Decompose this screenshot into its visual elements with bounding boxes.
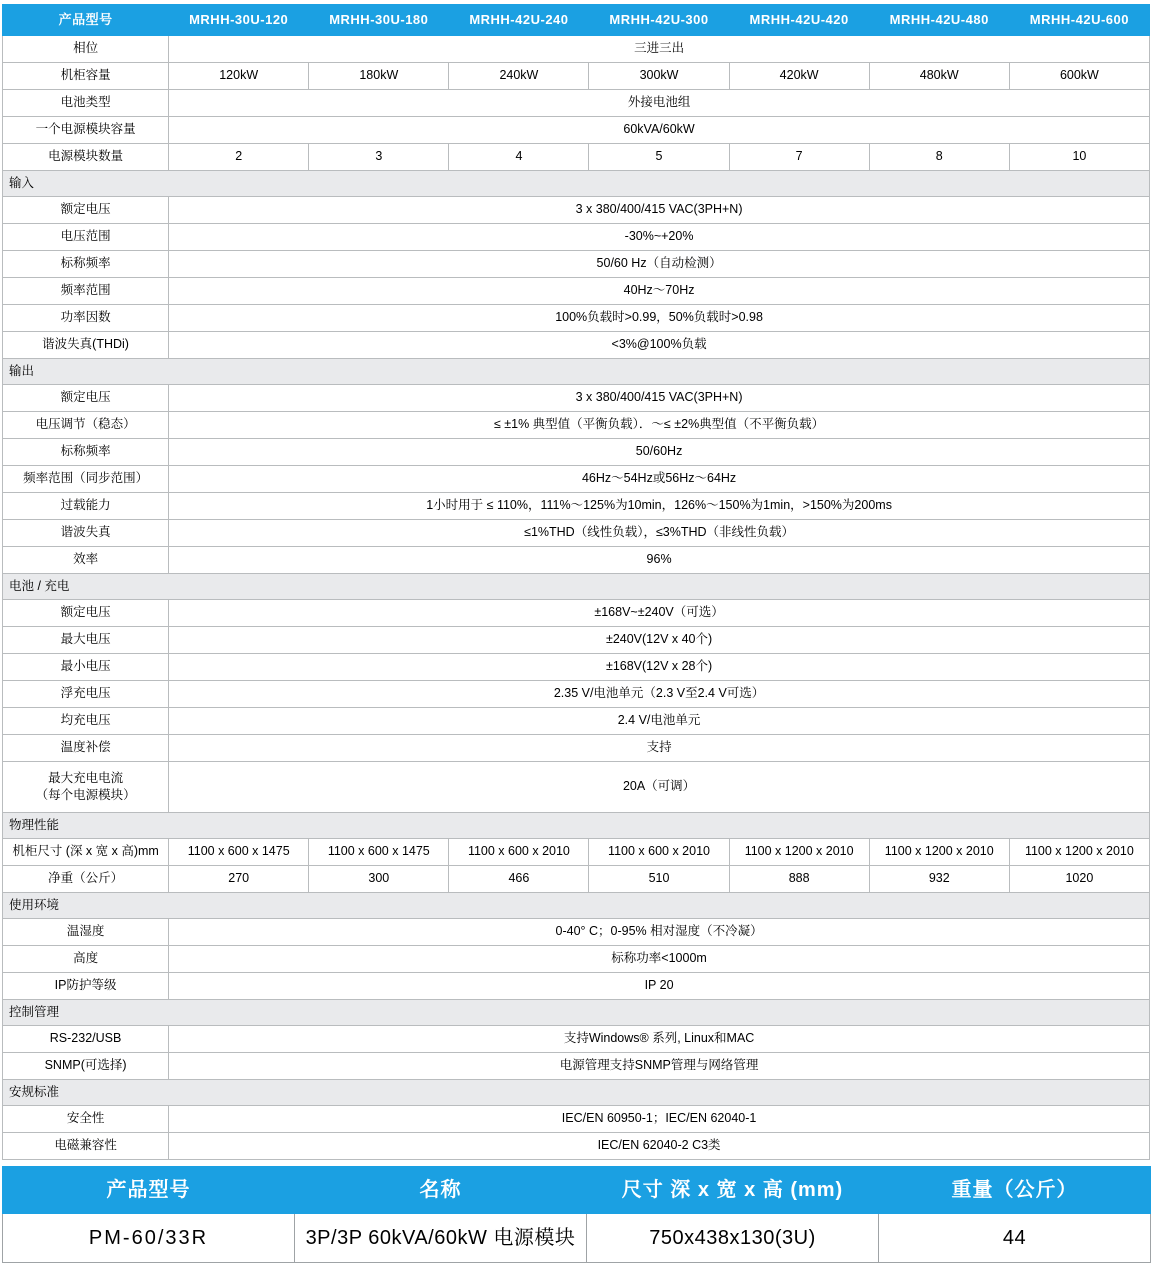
row-value-1: 3 [309,144,449,171]
row-value-3: 5 [589,144,729,171]
table-row [3,466,1150,493]
row-value-5: 932 [869,866,1009,893]
row-value-merged: 60kVA/60kW [169,117,1150,144]
header-cell-model-label: 产品型号 [3,5,169,36]
row-label: 额定电压 [3,600,169,627]
row-value-merged: 标称功率<1000m [169,946,1150,973]
row-label: 电源模块数量 [3,144,169,171]
row-value-merged: 20A（可调） [169,762,1150,813]
row-value-2: 1100 x 600 x 2010 [449,839,589,866]
table-row [3,946,1150,973]
table-row [3,708,1150,735]
row-value-4: 7 [729,144,869,171]
row-label: 电压调节（稳态） [3,412,169,439]
table-row [3,973,1150,1000]
row-label: RS-232/USB [3,1026,169,1053]
row-value-merged: 外接电池组 [169,90,1150,117]
table-row [3,251,1150,278]
row-value-0: 1100 x 600 x 1475 [169,839,309,866]
module-header-cell-2: 尺寸 深 x 宽 x 高 (mm) [587,1167,879,1214]
row-label: 浮充电压 [3,681,169,708]
specification-table [2,4,1150,1160]
table-header-row [3,5,1150,36]
row-value-merged: 3 x 380/400/415 VAC(3PH+N) [169,385,1150,412]
row-label: 温度补偿 [3,735,169,762]
row-label: 相位 [3,36,169,63]
row-value-1: 300 [309,866,449,893]
row-label: 安全性 [3,1106,169,1133]
table-row [3,547,1150,574]
row-value-merged: 电源管理支持SNMP管理与网络管理 [169,1053,1150,1080]
section-row [3,359,1150,385]
table-row [3,600,1150,627]
row-label: 功率因数 [3,305,169,332]
row-label: 净重（公斤） [3,866,169,893]
row-value-merged: 96% [169,547,1150,574]
row-value-0: 2 [169,144,309,171]
row-label: 标称频率 [3,251,169,278]
table-row [3,493,1150,520]
row-label: 过载能力 [3,493,169,520]
row-value-merged: 2.4 V/电池单元 [169,708,1150,735]
module-cell-3: 44 [879,1214,1151,1263]
section-row [3,171,1150,197]
module-table [2,1166,1151,1263]
row-label: 电磁兼容性 [3,1133,169,1160]
header-cell-model-3: MRHH-42U-300 [589,5,729,36]
table-row [3,1053,1150,1080]
row-value-merged: 支持Windows® 系列, Linux和MAC [169,1026,1150,1053]
row-label: 机柜容量 [3,63,169,90]
row-label: 谐波失真(THDi) [3,332,169,359]
row-value-3: 510 [589,866,729,893]
table-row [3,1133,1150,1160]
row-value-1: 180kW [309,63,449,90]
table-row [3,36,1150,63]
row-value-6: 1100 x 1200 x 2010 [1009,839,1149,866]
row-label: 额定电压 [3,197,169,224]
module-header-cell-3: 重量（公斤） [879,1167,1151,1214]
row-label: 温湿度 [3,919,169,946]
row-value-merged: 50/60Hz [169,439,1150,466]
row-value-5: 480kW [869,63,1009,90]
row-value-merged: 0-40° C；0-95% 相对湿度（不冷凝） [169,919,1150,946]
row-label: 频率范围 [3,278,169,305]
row-label: 最大充电电流 （每个电源模块） [3,762,169,813]
module-data-row [3,1214,1151,1263]
row-label: 额定电压 [3,385,169,412]
module-header-cell-0: 产品型号 [3,1167,295,1214]
header-cell-model-5: MRHH-42U-480 [869,5,1009,36]
row-value-merged: 3 x 380/400/415 VAC(3PH+N) [169,197,1150,224]
row-label: 最大电压 [3,627,169,654]
row-value-merged: 三进三出 [169,36,1150,63]
row-value-merged: 1小时用于 ≤ 110%，111%～125%为10min，126%～150%为1min，>150%为200ms [169,493,1150,520]
table-row [3,63,1150,90]
table-row [3,654,1150,681]
section-row [3,574,1150,600]
table-row [3,305,1150,332]
table-row [3,385,1150,412]
header-cell-model-6: MRHH-42U-600 [1009,5,1149,36]
row-value-merged: ±168V~±240V（可选） [169,600,1150,627]
table-row [3,144,1150,171]
header-cell-model-4: MRHH-42U-420 [729,5,869,36]
table-row [3,919,1150,946]
row-value-merged: 支持 [169,735,1150,762]
table-row [3,681,1150,708]
table-row [3,839,1150,866]
table-row [3,412,1150,439]
row-value-2: 240kW [449,63,589,90]
section-label: 使用环境 [3,893,1150,919]
row-value-5: 1100 x 1200 x 2010 [869,839,1009,866]
row-value-merged: 40Hz～70Hz [169,278,1150,305]
section-label: 电池 / 充电 [3,574,1150,600]
module-cell-1: 3P/3P 60kVA/60kW 电源模块 [295,1214,587,1263]
row-value-6: 600kW [1009,63,1149,90]
row-value-merged: IEC/EN 62040-2 C3类 [169,1133,1150,1160]
table-row [3,197,1150,224]
module-cell-0: PM-60/33R [3,1214,295,1263]
row-value-merged: IP 20 [169,973,1150,1000]
row-value-6: 1020 [1009,866,1149,893]
row-value-merged: ≤1%THD（线性负载），≤3%THD（非线性负载） [169,520,1150,547]
row-label: 频率范围（同步范围） [3,466,169,493]
section-label: 输出 [3,359,1150,385]
row-value-2: 4 [449,144,589,171]
row-value-merged: 50/60 Hz（自动检测） [169,251,1150,278]
row-value-3: 1100 x 600 x 2010 [589,839,729,866]
row-value-4: 888 [729,866,869,893]
row-label: 高度 [3,946,169,973]
table-row [3,866,1150,893]
row-value-merged: IEC/EN 60950-1；IEC/EN 62040-1 [169,1106,1150,1133]
section-row [3,813,1150,839]
header-cell-model-0: MRHH-30U-120 [169,5,309,36]
row-label: IP防护等级 [3,973,169,1000]
row-value-merged: 2.35 V/电池单元（2.3 V至2.4 V可选） [169,681,1150,708]
row-label: SNMP(可选择) [3,1053,169,1080]
table-row [3,224,1150,251]
row-label: 机柜尺寸 (深 x 宽 x 高)mm [3,839,169,866]
header-cell-model-1: MRHH-30U-180 [309,5,449,36]
table-row [3,762,1150,813]
row-value-1: 1100 x 600 x 1475 [309,839,449,866]
row-value-3: 300kW [589,63,729,90]
module-cell-2: 750x438x130(3U) [587,1214,879,1263]
section-row [3,1080,1150,1106]
row-value-0: 270 [169,866,309,893]
table-row [3,439,1150,466]
row-label: 均充电压 [3,708,169,735]
section-row [3,1000,1150,1026]
row-value-merged: 100%负载时>0.99，50%负载时>0.98 [169,305,1150,332]
row-label: 谐波失真 [3,520,169,547]
row-value-4: 420kW [729,63,869,90]
row-label: 效率 [3,547,169,574]
row-value-merged: -30%~+20% [169,224,1150,251]
row-value-2: 466 [449,866,589,893]
table-row [3,627,1150,654]
row-value-merged: ±240V(12V x 40个) [169,627,1150,654]
row-value-0: 120kW [169,63,309,90]
section-label: 安规标准 [3,1080,1150,1106]
row-label: 电池类型 [3,90,169,117]
row-label: 最小电压 [3,654,169,681]
table-row [3,735,1150,762]
table-row [3,1106,1150,1133]
module-header-row [3,1167,1151,1214]
header-cell-model-2: MRHH-42U-240 [449,5,589,36]
section-label: 控制管理 [3,1000,1150,1026]
row-value-4: 1100 x 1200 x 2010 [729,839,869,866]
table-row [3,278,1150,305]
table-row [3,117,1150,144]
section-row [3,893,1150,919]
table-row [3,1026,1150,1053]
row-value-6: 10 [1009,144,1149,171]
row-label: 电压范围 [3,224,169,251]
row-value-merged: ≤ ±1% 典型值（平衡负载）．～≤ ±2%典型值（不平衡负载） [169,412,1150,439]
row-value-merged: <3%@100%负载 [169,332,1150,359]
row-label: 一个电源模块容量 [3,117,169,144]
row-value-merged: 46Hz～54Hz或56Hz～64Hz [169,466,1150,493]
section-label: 物理性能 [3,813,1150,839]
section-label: 输入 [3,171,1150,197]
table-row [3,90,1150,117]
table-row [3,520,1150,547]
row-label: 标称频率 [3,439,169,466]
module-header-cell-1: 名称 [295,1167,587,1214]
row-value-5: 8 [869,144,1009,171]
table-row [3,332,1150,359]
row-value-merged: ±168V(12V x 28个) [169,654,1150,681]
